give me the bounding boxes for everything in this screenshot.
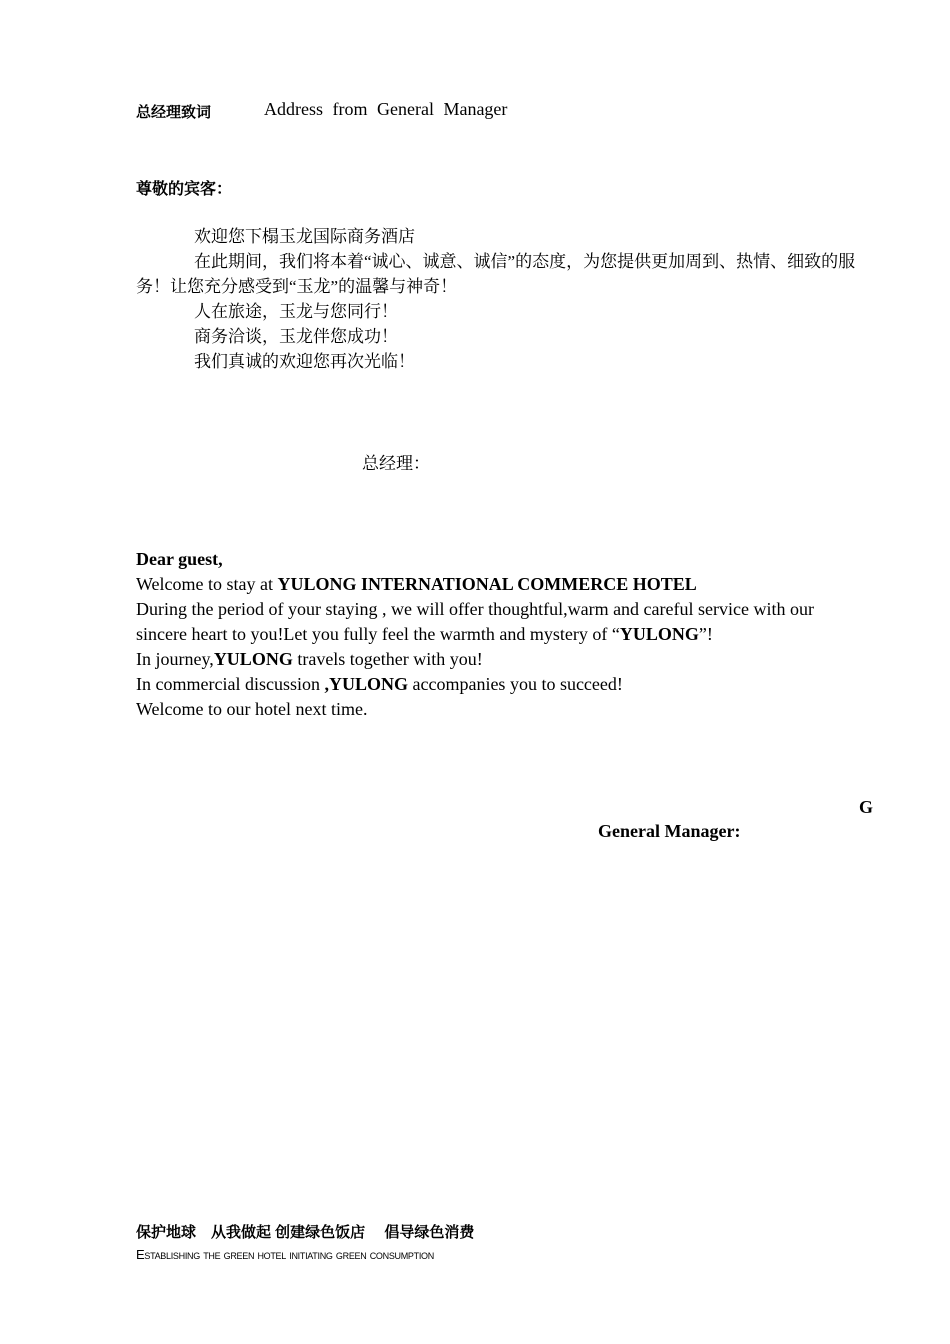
footer-slogan-en: Establishing the green hotel initiating green consumption [136,1247,434,1262]
cn-paragraph: 我们真诚的欢迎您再次光临！ [194,352,415,371]
en-line-journey-suffix: travels together with you! [292,649,483,669]
header-title-en: Address from General Manager [264,99,508,119]
brand-name: YULONG [619,624,699,644]
en-line-commerce-suffix: accompanies you to succeed! [407,674,623,694]
en-line-welcome-prefix: Welcome to stay at [136,574,278,594]
en-line-welcome [136,572,866,597]
en-line-service [136,597,866,647]
header-title-cn: 总经理致词 [136,104,212,121]
en-line-journey-prefix: In journey, [136,649,214,669]
cn-paragraph: 欢迎您下榻玉龙国际商务酒店 [194,227,415,246]
hotel-name: YULONG INTERNATIONAL COMMERCE HOTEL [277,574,697,594]
en-line-closing: Welcome to our hotel next time. [136,699,368,719]
brand-name: YULONG [213,649,293,669]
cn-paragraph: 商务洽谈，玉龙伴您成功！ [194,327,398,346]
en-line-service-text: During the period of your staying , we will offer thoughtful,warm and careful service with our sincere heart to you!Let you fully feel the warmth and mystery of “ [136,599,814,644]
signature-en: General Manager: [598,821,741,841]
footer-slogan-cn: 保护地球 从我做起 创建绿色饭店 倡导绿色消费 [136,1224,475,1241]
chinese-letter-body [136,224,860,374]
en-line-commerce [136,672,866,697]
signature-stray-letter: G [859,797,874,817]
en-salutation-text: Dear guest, [136,549,223,569]
cn-paragraph: 人在旅途，玉龙与您同行！ [194,302,398,321]
en-line-commerce-prefix: In commercial discussion [136,674,325,694]
salutation-cn: 尊敬的宾客： [136,181,233,198]
english-letter-body [136,547,866,722]
en-line-journey [136,647,866,672]
en-salutation [136,547,866,572]
cn-paragraph: 在此期间，我们将本着“诚心、诚意、诚信”的态度，为您提供更加周到、热情、细致的服务！让您充分感受到“玉龙”的温馨与神奇！ [136,252,856,296]
brand-name: ,YULONG [324,674,408,694]
signature-cn: 总经理： [362,454,430,473]
en-line-service-suffix: ”! [698,624,713,644]
